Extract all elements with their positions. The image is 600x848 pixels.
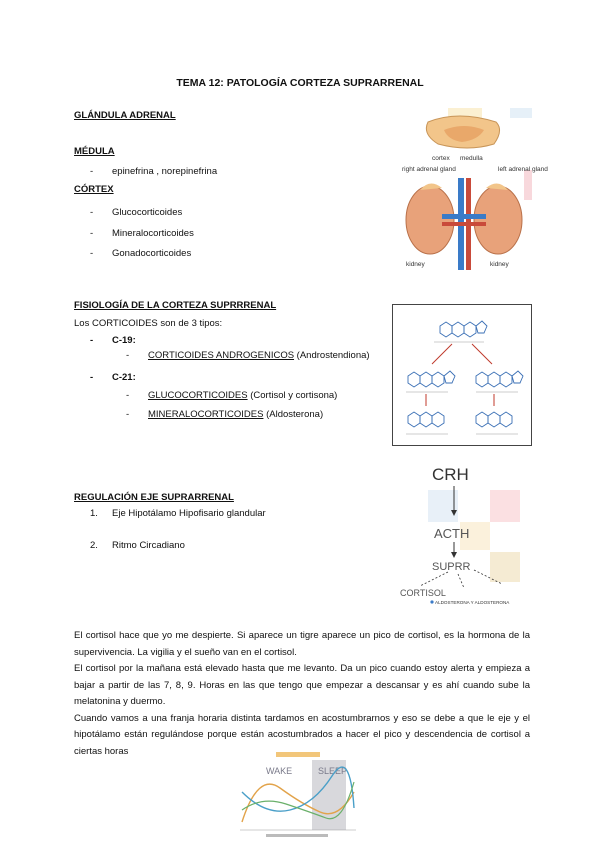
list-item: - GLUCOCORTICOIDES (Cortisol y cortisona) bbox=[126, 390, 338, 401]
paragraph: El cortisol hace que yo me despierte. Si aparece un tigre aparece un pico de cortisol, es la hormona de la supervivencia. La vigilia y el sueño van en el cortisol. bbox=[74, 630, 530, 658]
fisiologia-intro: Los CORTICOIDES son de 3 tipos: bbox=[74, 318, 223, 329]
left-gland-label: left adrenal gland bbox=[498, 166, 548, 173]
paragraph: El cortisol por la mañana está elevado hasta que me levanto. Da un pico cuando estoy alerta y empieza a bajar a partir de las 7, 8, 9. Horas en las que tengo que empezar a descansar y es ahí cuando sube la melatonina y duermo. bbox=[74, 663, 530, 707]
crh-text: CRH bbox=[432, 465, 469, 484]
acth-text: ACTH bbox=[434, 526, 470, 541]
list-item: - Glucocorticoides bbox=[90, 207, 183, 218]
list-item: - Mineralocorticoides bbox=[90, 228, 194, 239]
cortisol-text: CORTISOL bbox=[400, 588, 446, 598]
cortex-label: cortex bbox=[432, 155, 450, 162]
c21-label-row: - C-21: bbox=[90, 372, 136, 383]
list-item: 2. Ritmo Circadiano bbox=[90, 540, 185, 551]
list-item: - Gonadocorticoides bbox=[90, 248, 192, 259]
right-gland-label: right adrenal gland bbox=[402, 166, 456, 173]
medulla-label: medulla bbox=[460, 155, 483, 162]
wake-label: WAKE bbox=[266, 766, 293, 776]
fisiologia-heading: FISIOLOGÍA DE LA CORTEZA SUPRRRENAL bbox=[74, 300, 277, 311]
supra-text: SUPRR bbox=[432, 561, 471, 573]
medula-heading: MÉDULA bbox=[74, 146, 115, 157]
list-item: - epinefrina , norepinefrina bbox=[90, 166, 218, 177]
circadian-chart-figure bbox=[236, 752, 360, 840]
adrenal-gland-figure bbox=[398, 108, 548, 270]
body-paragraphs bbox=[74, 628, 530, 760]
kidney-right-label: kidney bbox=[490, 261, 509, 268]
list-item: 1. Eje Hipotálamo Hipofisario glandular bbox=[90, 508, 266, 519]
cortex-heading: CÓRTEX bbox=[74, 184, 114, 195]
c19-label-row: - C-19: bbox=[90, 335, 136, 346]
list-item: - MINERALOCORTICOIDES (Aldosterona) bbox=[126, 409, 324, 420]
hpa-axis-figure bbox=[398, 460, 532, 608]
steroid-structures-figure bbox=[392, 304, 532, 446]
paragraph: Cuando vamos a una franja horaria distinta tardamos en acostumbrarnos y eso se debe a que le eje y el hipotálamo están regulándose porque están acostumbrados a hacer el pico y descendencia de cortisol a ciertas horas bbox=[74, 712, 530, 757]
gland-heading: GLÁNDULA ADRENAL bbox=[74, 110, 176, 121]
list-item: - CORTICOIDES ANDROGENICOS (Androstendiona) bbox=[126, 350, 370, 361]
sleep-label: SLEEP bbox=[318, 766, 348, 776]
regulacion-heading: REGULACIÓN EJE SUPRARRENAL bbox=[74, 492, 234, 503]
kidney-left-label: kidney bbox=[406, 261, 425, 268]
aldosterona-note: ALDOSTERONA Y ALDOSTERONA bbox=[435, 600, 510, 605]
page-title: TEMA 12: PATOLOGÍA CORTEZA SUPRARRENAL bbox=[176, 77, 424, 89]
